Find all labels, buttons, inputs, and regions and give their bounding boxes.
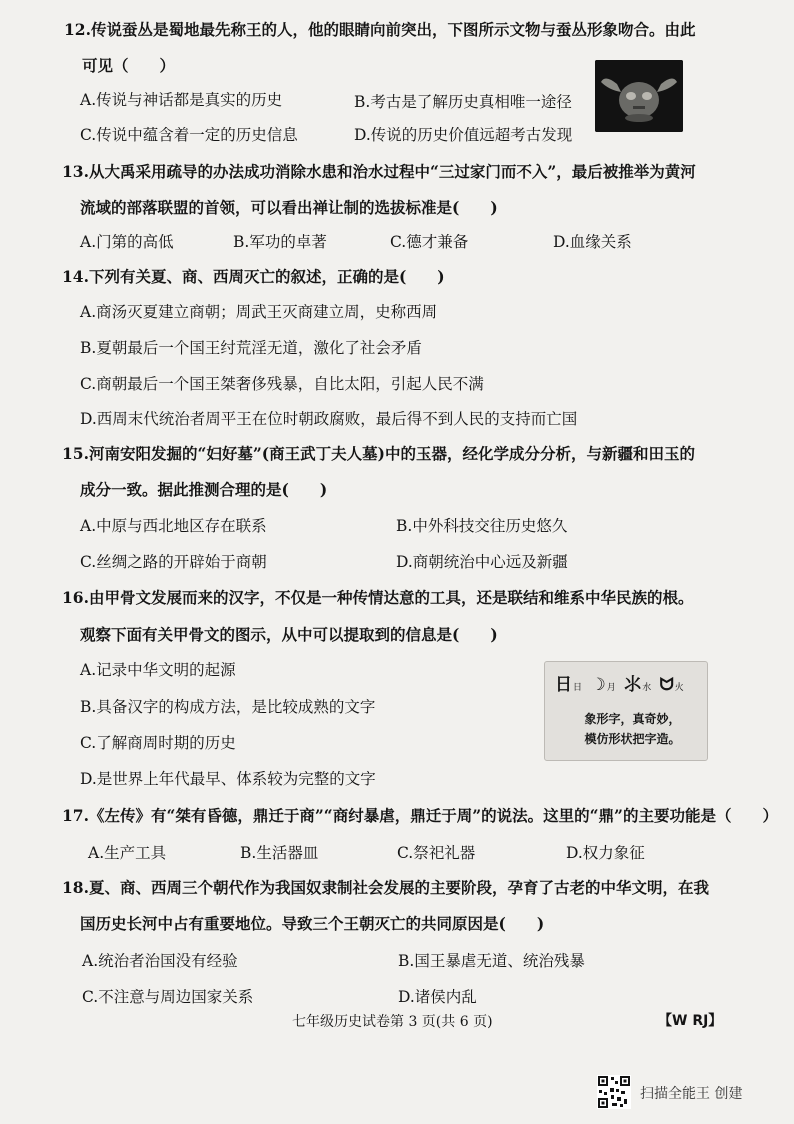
oracle-bone-script-figure	[544, 661, 708, 761]
oracle-glyph-row	[555, 670, 688, 695]
question-14-stem: 14.下列有关夏、商、西周灭亡的叙述，正确的是( )	[62, 267, 445, 286]
question-15-stem-line1: 15.河南安阳发掘的“妇好墓”(商王武丁夫人墓)中的玉器，经化学成分分析，与新疆和田玉的	[62, 444, 695, 463]
question-17-option-c: C.祭祀礼器	[397, 844, 476, 862]
question-17-option-a: A.生产工具	[88, 844, 167, 862]
question-14-option-a: A.商汤灭夏建立商朝；周武王灭商建立周，史称西周	[80, 303, 438, 321]
version-tag: 【W RJ】	[658, 1013, 723, 1029]
question-18-option-b: B.国王暴虐无道、统治残暴	[398, 952, 585, 970]
question-12-option-d: D.传说的历史价值远超考古发现	[354, 126, 573, 144]
question-13-option-c: C.德才兼备	[390, 233, 469, 251]
question-12-stem-line2: 可见（ ）	[82, 56, 176, 75]
oracle-glyph-label: 月	[606, 683, 616, 693]
oracle-caption-line2: 模仿形状把字造。	[584, 732, 681, 746]
question-15-option-c: C.丝绸之路的开辟始于商朝	[80, 553, 267, 571]
qr-code-icon	[597, 1075, 631, 1109]
question-17-option-d: D.权力象征	[566, 844, 645, 862]
oracle-glyph-water-icon: ⺢	[624, 675, 642, 695]
question-14-option-c: C.商朝最后一个国王桀奢侈残暴，自比太阳，引起人民不满	[80, 375, 484, 393]
oracle-caption-line1: 象形字，真奇妙，	[584, 712, 681, 726]
oracle-glyph-fire-icon: ᗢ	[659, 675, 674, 695]
page-number-footer: 七年级历史试卷第 3 页(共 6 页)	[292, 1014, 493, 1030]
question-15-option-b: B.中外科技交往历史悠久	[396, 517, 568, 535]
question-13-stem-line1: 13.从大禹采用疏导的办法成功消除水患和治水过程中“三过家门而不入”，最后被推举为黄河	[62, 162, 696, 181]
oracle-glyph-sun-icon: 日	[555, 675, 572, 695]
question-18-option-d: D.诸侯内乱	[398, 988, 477, 1006]
question-18-option-c: C.不注意与周边国家关系	[82, 988, 254, 1006]
oracle-glyph-label: 水	[642, 683, 652, 693]
scanner-watermark-text: 扫描全能王 创建	[640, 1086, 743, 1102]
question-12-option-c: C.传说中蕴含着一定的历史信息	[80, 126, 298, 144]
question-13-option-b: B.军功的卓著	[233, 233, 327, 251]
question-15-option-a: A.中原与西北地区存在联系	[80, 517, 267, 535]
question-15-option-d: D.商朝统治中心远及新疆	[396, 553, 568, 571]
question-17-stem: 17.《左传》有“桀有昏德，鼎迁于商”“商纣暴虐，鼎迁于周”的说法。这里的“鼎”的主要功能是（ ）	[62, 806, 778, 825]
question-16-option-d: D.是世界上年代最早、体系较为完整的文字	[80, 770, 376, 788]
oracle-glyph-label: 日	[573, 683, 583, 693]
oracle-glyph-moon-icon: ☽	[590, 675, 606, 695]
question-12-option-b: B.考古是了解历史真相唯一途径	[354, 93, 572, 111]
question-12-stem-line1: 12.传说蚕丛是蜀地最先称王的人，他的眼睛向前突出，下图所示文物与蚕丛形象吻合。由此	[64, 20, 696, 39]
question-14-option-b: B.夏朝最后一个国王纣荒淫无道，激化了社会矛盾	[80, 339, 422, 357]
question-13-stem-line2: 流域的部落联盟的首领，可以看出禅让制的选拔标准是( )	[80, 198, 498, 217]
oracle-glyph-label: 火	[674, 683, 684, 693]
question-18-option-a: A.统治者治国没有经验	[82, 952, 238, 970]
question-12-option-a: A.传说与神话都是真实的历史	[80, 91, 283, 109]
question-18-stem-line1: 18.夏、商、西周三个朝代作为我国奴隶制社会发展的主要阶段，孕育了古老的中华文明，在我	[62, 878, 709, 897]
question-15-stem-line2: 成分一致。据此推测合理的是( )	[80, 480, 328, 499]
bronze-mask-photo	[595, 60, 683, 132]
question-18-stem-line2: 国历史长河中占有重要地位。导致三个王朝灭亡的共同原因是( )	[80, 914, 545, 933]
question-16-option-a: A.记录中华文明的起源	[80, 661, 236, 679]
question-17-option-b: B.生活器皿	[240, 844, 319, 862]
question-16-stem-line2: 观察下面有关甲骨文的图示，从中可以提取到的信息是( )	[80, 625, 498, 644]
question-14-option-d: D.西周末代统治者周平王在位时朝政腐败，最后得不到人民的支持而亡国	[80, 410, 578, 428]
question-13-option-a: A.门第的高低	[80, 233, 174, 251]
question-16-option-b: B.具备汉字的构成方法，是比较成熟的文字	[80, 698, 376, 716]
question-13-option-d: D.血缘关系	[553, 233, 632, 251]
question-16-stem-line1: 16.由甲骨文发展而来的汉字，不仅是一种传情达意的工具，还是联结和维系中华民族的根。	[62, 588, 694, 607]
question-16-option-c: C.了解商周时期的历史	[80, 734, 236, 752]
